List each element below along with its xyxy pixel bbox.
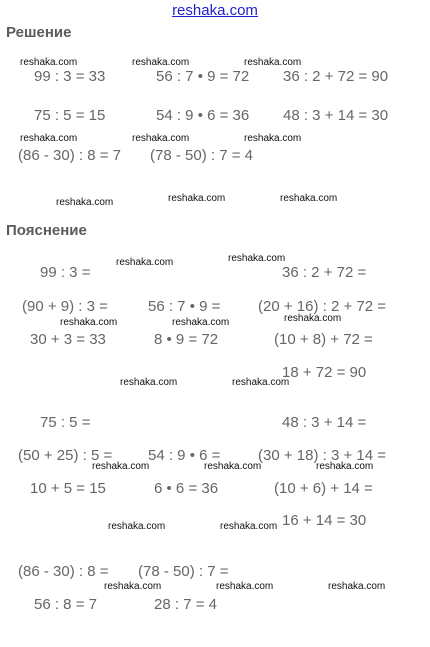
watermark: reshaka.com xyxy=(132,57,190,68)
explanation-step: (50 + 25) : 5 = xyxy=(18,447,113,464)
site-title-link[interactable]: reshaka.com xyxy=(172,2,258,19)
solution-equation: 48 : 3 + 14 = 30 xyxy=(283,107,389,124)
watermark: reshaka.com xyxy=(104,581,162,592)
watermark: reshaka.com xyxy=(92,461,150,472)
watermark: reshaka.com xyxy=(116,257,174,268)
explanation-step: 75 : 5 = xyxy=(40,414,91,431)
solution-equation: (78 - 50) : 7 = 4 xyxy=(150,147,253,164)
explanation-heading: Пояснение xyxy=(6,222,87,239)
watermark: reshaka.com xyxy=(108,521,166,532)
watermark: reshaka.com xyxy=(220,521,278,532)
watermark: reshaka.com xyxy=(328,581,386,592)
solution-equation: 99 : 3 = 33 xyxy=(34,68,106,85)
solution-heading: Решение xyxy=(6,24,72,41)
solution-equation: 75 : 5 = 15 xyxy=(34,107,106,124)
watermark: reshaka.com xyxy=(20,133,78,144)
explanation-step: (86 - 30) : 8 = xyxy=(18,563,109,580)
watermark: reshaka.com xyxy=(120,377,178,388)
explanation-step: 54 : 9 • 6 = xyxy=(148,447,221,464)
solution-equation: (86 - 30) : 8 = 7 xyxy=(18,147,121,164)
watermark: reshaka.com xyxy=(316,461,374,472)
solution-equation: 54 : 9 • 6 = 36 xyxy=(156,107,250,124)
watermark: reshaka.com xyxy=(60,317,118,328)
explanation-step: (10 + 8) + 72 = xyxy=(274,331,373,348)
watermark: reshaka.com xyxy=(216,581,274,592)
explanation-step: 28 : 7 = 4 xyxy=(154,596,217,613)
explanation-step: 30 + 3 = 33 xyxy=(30,331,106,348)
explanation-step: (10 + 6) + 14 = xyxy=(274,480,373,497)
watermark: reshaka.com xyxy=(168,193,226,204)
watermark: reshaka.com xyxy=(244,133,302,144)
explanation-step: (78 - 50) : 7 = xyxy=(138,563,229,580)
watermark: reshaka.com xyxy=(56,197,114,208)
explanation-step: 16 + 14 = 30 xyxy=(282,512,367,529)
explanation-step: (20 + 16) : 2 + 72 = xyxy=(258,298,387,315)
watermark: reshaka.com xyxy=(244,57,302,68)
solution-equation: 36 : 2 + 72 = 90 xyxy=(283,68,389,85)
watermark: reshaka.com xyxy=(228,253,286,264)
explanation-step: 6 • 6 = 36 xyxy=(154,480,219,497)
watermark: reshaka.com xyxy=(132,133,190,144)
explanation-step: 56 : 7 • 9 = xyxy=(148,298,221,315)
explanation-step: 10 + 5 = 15 xyxy=(30,480,106,497)
watermark: reshaka.com xyxy=(172,317,230,328)
solution-equation: 56 : 7 • 9 = 72 xyxy=(156,68,250,85)
watermark: reshaka.com xyxy=(232,377,290,388)
watermark: reshaka.com xyxy=(284,313,342,324)
explanation-step: 99 : 3 = xyxy=(40,264,91,281)
explanation-step: 8 • 9 = 72 xyxy=(154,331,219,348)
explanation-step: 18 + 72 = 90 xyxy=(282,364,367,381)
watermark: reshaka.com xyxy=(20,57,78,68)
explanation-step: 48 : 3 + 14 = xyxy=(282,414,367,431)
watermark: reshaka.com xyxy=(280,193,338,204)
explanation-step: (30 + 18) : 3 + 14 = xyxy=(258,447,387,464)
explanation-step: 56 : 8 = 7 xyxy=(34,596,97,613)
explanation-step: (90 + 9) : 3 = xyxy=(22,298,108,315)
explanation-step: 36 : 2 + 72 = xyxy=(282,264,367,281)
watermark: reshaka.com xyxy=(204,461,262,472)
